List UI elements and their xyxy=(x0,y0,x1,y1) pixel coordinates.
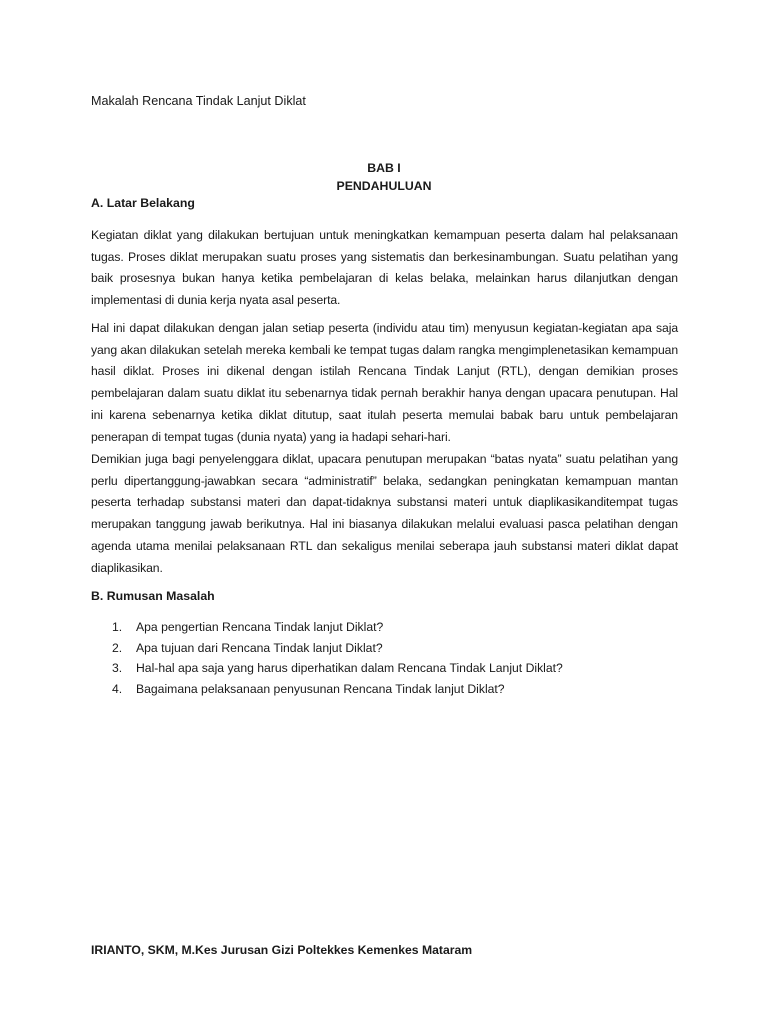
document-title: Makalah Rencana Tindak Lanjut Diklat xyxy=(91,94,306,108)
list-item-text: Hal-hal apa saja yang harus diperhatikan dalam Rencana Tindak Lanjut Diklat? xyxy=(136,661,563,676)
list-item-number: 2. xyxy=(112,640,123,655)
paragraph-2: Hal ini dapat dilakukan dengan jalan setiap peserta (individu atau tim) menyusun kegiatan-kegiatan apa saja yang akan dilakukan setelah mereka kembali ke tempat tugas dalam rangka mengimplenetasikan kemampuan hasil diklat. Proses ini dikenal dengan istilah Rencana Tindak Lanjut (RTL), dengan demikian proses pembelajaran dalam suatu diklat itu sebenarnya tidak pernah berakhir hanya dengan upacara penutupan. Hal ini karena sebenarnya ketika diklat ditutup, saat itulah peserta memulai babak baru untuk pembelajaran penerapan di tempat tugas (dunia nyata) yang ia hadapi sehari-hari. xyxy=(91,321,678,444)
section-heading-rumusan-masalah: B. Rumusan Masalah xyxy=(91,589,215,603)
list-item-number: 3. xyxy=(112,661,123,676)
section-heading-latar-belakang: A. Latar Belakang xyxy=(91,196,195,210)
problem-question-list xyxy=(91,617,678,700)
footer-author: IRIANTO, SKM, M.Kes Jurusan Gizi Poltekkes Kemenkes Mataram xyxy=(91,943,473,957)
list-item xyxy=(91,658,678,679)
list-item-number: 4. xyxy=(112,682,123,697)
chapter-name: PENDAHULUAN xyxy=(336,179,432,193)
list-item-number: 1. xyxy=(112,620,123,634)
list-item xyxy=(91,617,678,638)
list-item xyxy=(91,638,678,659)
paragraph-1: Kegiatan diklat yang dilakukan bertujuan untuk meningkatkan kemampuan peserta dalam hal pelaksanaan tugas. Proses diklat merupakan suatu proses yang sistematis dan berkesinambungan. Suatu pelatihan yang baik prosesnya bukan hanya ketika pembelajaran di kelas belaka, melainkan harus dilanjutkan dengan implementasi di dunia kerja nyata asal peserta. xyxy=(91,228,678,308)
list-item-text: Apa tujuan dari Rencana Tindak lanjut Diklat? xyxy=(136,640,383,655)
list-item-text: Apa pengertian Rencana Tindak lanjut Diklat? xyxy=(136,620,384,634)
list-item xyxy=(91,679,678,700)
chapter-number: BAB I xyxy=(367,161,401,175)
list-item-text: Bagaimana pelaksanaan penyusunan Rencana Tindak lanjut Diklat? xyxy=(136,682,505,697)
paragraph-3: Demikian juga bagi penyelenggara diklat, upacara penutupan merupakan “batas nyata” suatu pelatihan yang perlu dipertanggung-jawabkan secara “administratif” belaka, sedangkan peningkatan kemampuan mantan peserta terhadap substansi materi dan dapat-tidaknya substansi materi untuk diaplikasikanditempat tugas merupakan tanggung jawab berikutnya. Hal ini biasanya dilakukan melalui evaluasi pasca pelatihan dengan agenda utama menilai pelaksanaan RTL dan sekaligus menilai seberapa jauh substansi materi diklat dapat diaplikasikan. xyxy=(91,452,678,575)
